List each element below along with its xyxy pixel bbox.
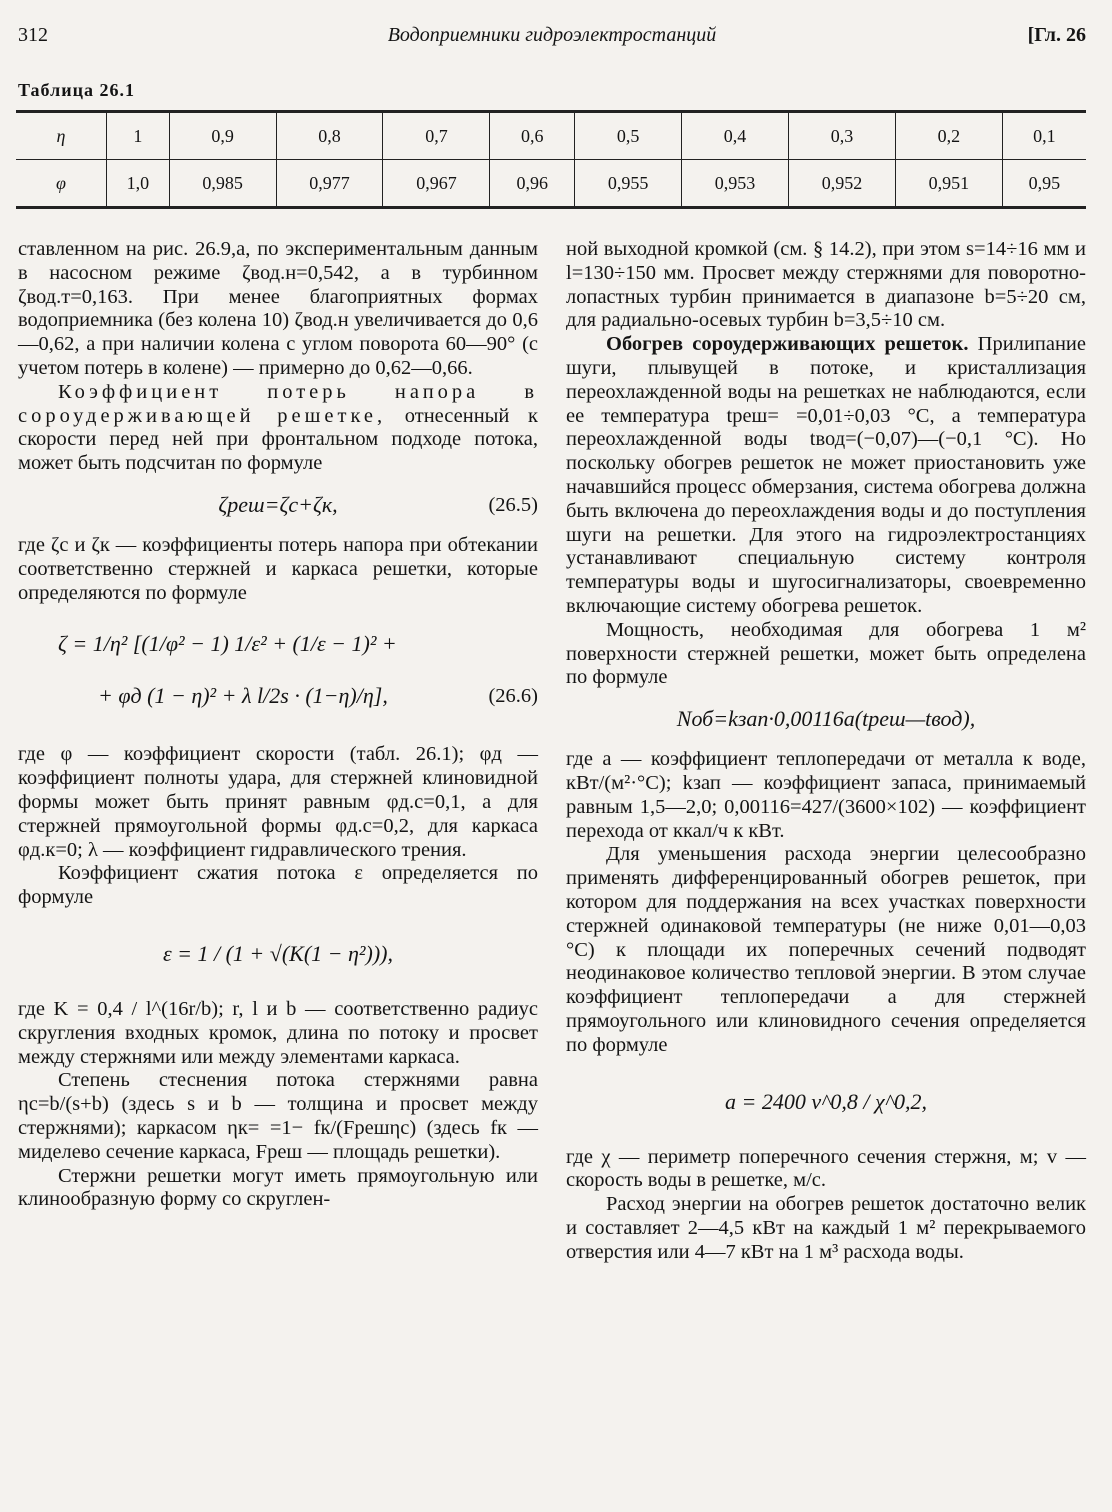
table-cell: 0,5 <box>575 112 682 160</box>
formula-number: (26.5) <box>488 493 538 516</box>
paragraph: Стержни решетки могут иметь прямоугольную или клинообразную форму со скруглен- <box>18 1164 538 1211</box>
table-cell: 0,2 <box>895 112 1002 160</box>
paragraph: где a — коэффициент теплопередачи от металла к воде, кВт/(м²·°С); kзап — коэффициент запаса, принимаемый равным 1,5—2,0; 0,00116=427/(3600×102) — коэффициент перехода от ккал/ч к кВт. <box>566 748 1086 842</box>
table-cell: 0,9 <box>169 112 276 160</box>
table-caption: Таблица 26.1 <box>18 80 135 100</box>
table-cell: 0,96 <box>490 160 575 208</box>
formula-26-6 <box>18 619 538 729</box>
table-cell: 0,967 <box>383 160 490 208</box>
formula-line: + φд (1 − η)² + λ l/2s · (1−η)/η], <box>98 683 388 709</box>
page-number: 312 <box>18 24 48 46</box>
table-cell: 0,977 <box>276 160 383 208</box>
table-cell: 0,953 <box>682 160 789 208</box>
formula-text: ε = 1 / (1 + √(K(1 − η²))), <box>162 940 394 966</box>
table-cell: 0,6 <box>490 112 575 160</box>
paragraph: Мощность, необходимая для обогрева 1 м² поверхности стержней решетки, может быть определена по формуле <box>566 618 1086 689</box>
paragraph: где K = 0,4 / l^(16r/b); r, l и b — соответственно радиус скругления входных кромок, длина по потоку и просвет между стержнями или между элементами каркаса. <box>18 997 538 1068</box>
table-cell: 0,952 <box>789 160 896 208</box>
paragraph: Степень стеснения потока стержнями равна ηс=b/(s+b) (здесь s и b — толщина и просвет между стержнями); каркасом ηк= =1− fк/(Fрешηс) (здесь fк — миделево сечение каркаса, Fреш — площадь решетки). <box>18 1069 538 1163</box>
paragraph: Расход энергии на обогрев решеток достаточно велик и составляет 2—4,5 кВт на каждый 1 м² перекрываемого отверстия или 4—7 кВт на 1 м³ расхода воды. <box>566 1193 1086 1263</box>
formula-power <box>566 704 1086 734</box>
paragraph <box>566 333 1086 619</box>
table-cell: 1 <box>107 112 170 160</box>
paragraph-text: Прилипание шуги, плывущей в потоке, и кристаллизация переохлажденной воды на решетках не наблюдаются, если ее температура tреш= =0,01÷0,03 °С, а температура переохлажденной воды tвод=(−0,07)—(−0,1 °С). Но поскольку обогрев решеток не может приостановить уже начавшийся процесс обмерзания, система обогрева должна быть включена до переохлаждения воды и до поступления шуги на решетки. Для этого на гидроэлектростанциях устанавливают специальную систему контроля температуры воды и шугосигнализаторы, своевременно включающие систему обогрева решеток. <box>566 333 1086 617</box>
paragraph <box>18 381 538 476</box>
table-cell: φ <box>16 160 107 208</box>
table-cell: 0,951 <box>895 160 1002 208</box>
table-cell: 0,95 <box>1002 160 1086 208</box>
formula-epsilon <box>18 924 538 984</box>
table-row-phi <box>16 160 1086 208</box>
chapter-label: [Гл. 26 <box>1027 24 1086 46</box>
paragraph: ставленном на рис. 26.9,а, по экспериментальным данным в насосном режиме ζвод.н=0,542, а в турбинном ζвод.т=0,163. При менее благоприятных формах водоприемника (без колена 10) ζвод.н увеличивается до 0,6—0,62, а при наличии колена с углом поворота 60—90° (с учетом потерь в колене) — примерно до 0,62—0,66. <box>18 238 538 379</box>
right-column <box>566 238 1086 1264</box>
table-cell: η <box>16 112 107 160</box>
paragraph: где φ — коэффициент скорости (табл. 26.1); φд — коэффициент полноты удара, для стержней клиновидной формы может быть принят равным φд.с=0,1, а для стержней прямоугольной формы φд.с=0,2, для каркаса φд.к=0; λ — коэффициент гидравлического трения. <box>18 743 538 861</box>
formula-text: ζреш=ζс+ζк, <box>218 491 338 517</box>
table-cell: 1,0 <box>107 160 170 208</box>
formula-heat-transfer <box>566 1072 1086 1132</box>
table-row-eta <box>16 112 1086 160</box>
formula-text: Nоб=kзап·0,00116a(tреш—tвод), <box>676 706 976 732</box>
left-column <box>18 238 538 1212</box>
spaced-term: Коэффициент потерь напора в сороудерживающей решетке, <box>18 380 538 427</box>
paragraph-text: отнесенный к скорости перед ней при фронтальном подходе потока, может быть подсчитан по формуле <box>18 404 538 475</box>
coefficient-table <box>16 110 1086 209</box>
paragraph: где χ — периметр поперечного сечения стержня, м; v — скорость воды в решетке, м/с. <box>566 1145 1086 1192</box>
table-cell: 0,3 <box>789 112 896 160</box>
formula-text: a = 2400 v^0,8 / χ^0,2, <box>725 1088 927 1114</box>
formula-line: ζ = 1/η² [(1/φ² − 1) 1/ε² + (1/ε − 1)² + <box>58 631 397 657</box>
section-heading: Обогрев сороудерживающих решеток. <box>606 333 969 356</box>
running-title: Водоприемники гидроэлектростанций <box>387 24 717 46</box>
table-cell: 0,7 <box>383 112 490 160</box>
page-header <box>18 24 1086 54</box>
paragraph: Коэффициент сжатия потока ε определяется по формуле <box>18 862 538 909</box>
table-cell: 0,1 <box>1002 112 1086 160</box>
table-cell: 0,985 <box>169 160 276 208</box>
formula-26-5 <box>18 490 538 520</box>
paragraph: Для уменьшения расхода энергии целесообразно применять дифференцированный обогрев решеток, при котором для поддержания на всех участках поверхности стержней одинаковой температуры (не ниже 0,01—0,03 °С) к площади их поперечных сечений подводят неодинаковое количество тепловой энергии. В этом случае коэффициент теплопередачи a для стержней прямоугольного или клиновидного сечения определяется по формуле <box>566 843 1086 1056</box>
table-cell: 0,8 <box>276 112 383 160</box>
table-cell: 0,955 <box>575 160 682 208</box>
paragraph: где ζс и ζк — коэффициенты потерь напора при обтекании соответственно стержней и каркаса решетки, которые определяются по формуле <box>18 533 538 604</box>
formula-number: (26.6) <box>488 685 538 708</box>
table-cell: 0,4 <box>682 112 789 160</box>
paragraph: ной выходной кромкой (см. § 14.2), при этом s=14÷16 мм и l=130÷150 мм. Просвет между стержнями для поворотно-лопастных турбин принимается в диапазоне b=5÷20 см, для радиально-осевых турбин b=3,5÷10 см. <box>566 238 1086 332</box>
